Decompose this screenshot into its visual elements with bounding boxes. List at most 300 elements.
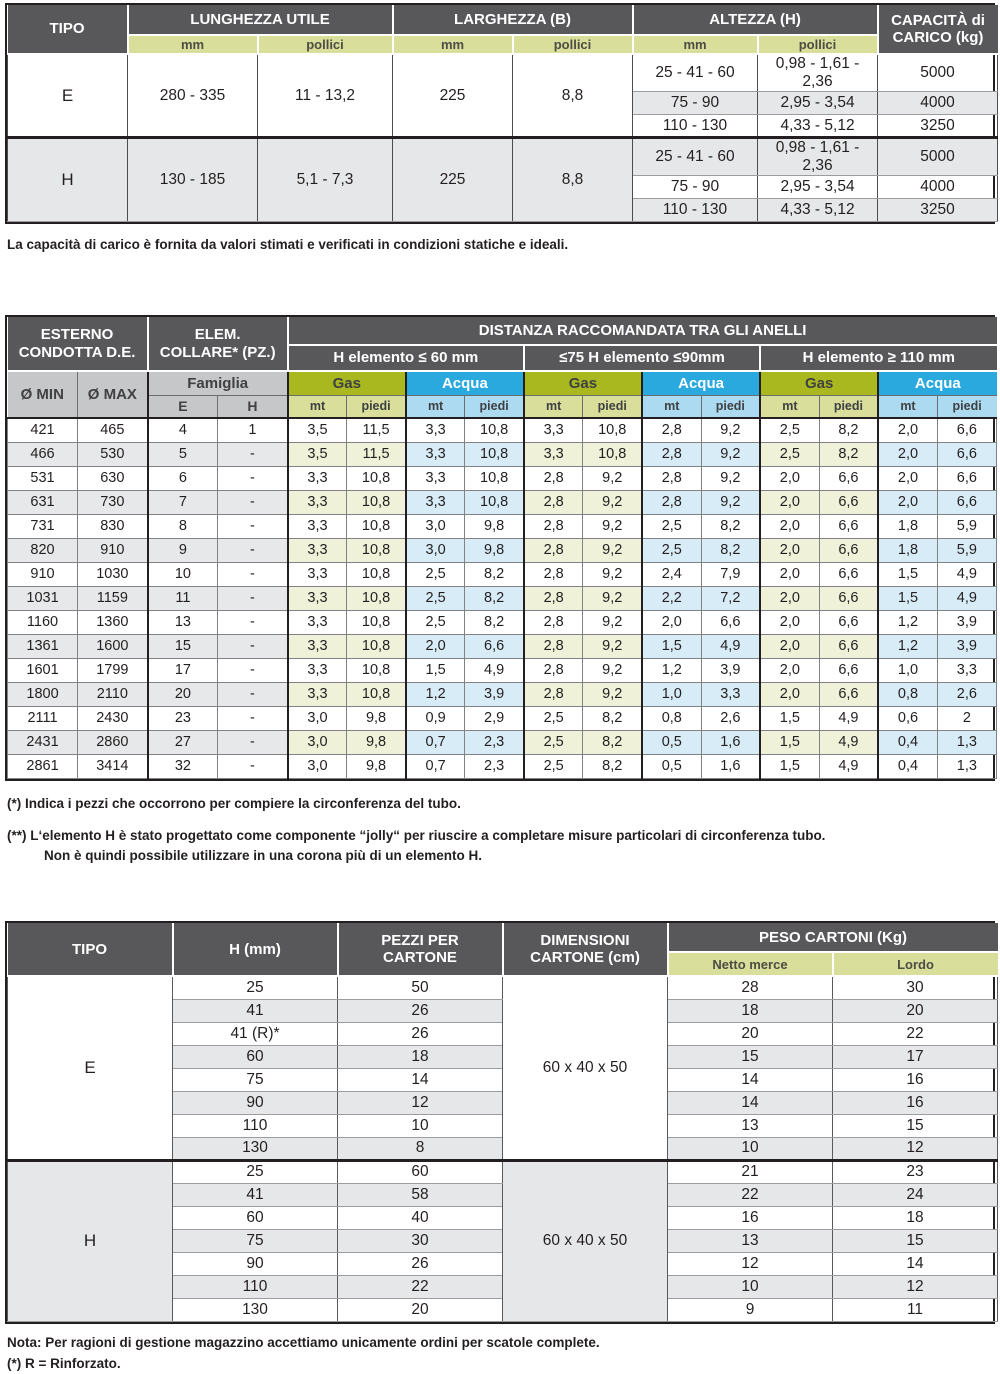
anelli-cell: 731 xyxy=(8,514,78,538)
lordo-cell: 15 xyxy=(833,1114,998,1137)
anelli-cell: 10,8 xyxy=(347,682,406,706)
anelli-cell: 2,8 xyxy=(642,490,701,514)
anelli-cell: - xyxy=(218,706,288,730)
anelli-cell: 631 xyxy=(8,490,78,514)
lordo-cell: 17 xyxy=(833,1045,998,1068)
anelli-cell: 1,2 xyxy=(878,610,937,634)
anelli-cell: 3,3 xyxy=(701,682,760,706)
netto-cell: 13 xyxy=(668,1114,833,1137)
anelli-cell: 10,8 xyxy=(347,490,406,514)
anelli-cell: 466 xyxy=(8,442,78,466)
anelli-cell: 9,2 xyxy=(583,514,642,538)
anelli-cell: 9,2 xyxy=(701,418,760,442)
anelli-cell: 9,2 xyxy=(583,658,642,682)
netto-cell: 15 xyxy=(668,1045,833,1068)
header-tipo: TIPO xyxy=(8,5,128,54)
header-elem-line2: COLLARE* (PZ.) xyxy=(159,343,276,361)
pezzi-cell: 40 xyxy=(338,1206,503,1229)
header-distanza-anelli: DISTANZA RACCOMANDATA TRA GLI ANELLI xyxy=(288,317,997,345)
note-jolly-line2: Non è quindi possibile utilizzare in una corona più di un elemento H. xyxy=(44,847,483,863)
anelli-cell: 2,9 xyxy=(465,706,524,730)
lordo-cell: 24 xyxy=(833,1183,998,1206)
anelli-cell: 7,2 xyxy=(701,586,760,610)
anelli-cell: 10,8 xyxy=(583,442,642,466)
altezza-pollici-cell: 2,95 - 3,54 xyxy=(758,176,878,199)
anelli-cell: 1,5 xyxy=(760,754,819,778)
anelli-cell: 4,9 xyxy=(819,730,878,754)
header-dim-line2: CARTONE (cm) xyxy=(530,949,640,967)
anelli-cell: 2,0 xyxy=(760,658,819,682)
anelli-cell: 10,8 xyxy=(347,610,406,634)
anelli-cell: 10,8 xyxy=(347,514,406,538)
anelli-cell: 0,8 xyxy=(642,706,701,730)
anelli-cell: 2,5 xyxy=(524,754,583,778)
anelli-cell: 3,3 xyxy=(524,442,583,466)
anelli-cell: 9 xyxy=(148,538,218,562)
anelli-cell: 1601 xyxy=(8,658,78,682)
anelli-cell: - xyxy=(218,682,288,706)
lordo-cell: 16 xyxy=(833,1091,998,1114)
anelli-cell: 9,8 xyxy=(347,754,406,778)
h-mm-cell: 60 xyxy=(173,1206,338,1229)
anelli-cell: 2,8 xyxy=(642,418,701,442)
anelli-cell: 6,6 xyxy=(819,586,878,610)
anelli-cell: 3,3 xyxy=(937,658,996,682)
anelli-cell: 0,8 xyxy=(878,682,937,706)
capacita-cell: 3250 xyxy=(878,199,998,222)
anelli-cell: 2110 xyxy=(78,682,148,706)
anelli-cell: 910 xyxy=(8,562,78,586)
note-reinforced: (*) R = Rinforzato. xyxy=(7,1356,121,1372)
anelli-cell: 9,2 xyxy=(583,586,642,610)
anelli-row xyxy=(8,538,997,562)
anelli-cell: 1 xyxy=(218,418,288,442)
header-diam-max: Ø MAX xyxy=(78,371,148,418)
anelli-cell: 1360 xyxy=(78,610,148,634)
bottom-notes xyxy=(5,1333,995,1374)
header-mt: mt xyxy=(524,395,583,418)
anelli-cell: 1,5 xyxy=(406,658,465,682)
anelli-cell: 2,4 xyxy=(642,562,701,586)
cartoni-table xyxy=(7,923,998,1322)
pezzi-cell: 30 xyxy=(338,1229,503,1252)
anelli-cell: 2,5 xyxy=(760,418,819,442)
anelli-cell: 0,7 xyxy=(406,730,465,754)
anelli-cell: 10 xyxy=(148,562,218,586)
anelli-cell: 6,6 xyxy=(819,658,878,682)
h-mm-cell: 41 (R)* xyxy=(173,1022,338,1045)
table-row xyxy=(8,54,998,92)
anelli-cell: 2,8 xyxy=(642,442,701,466)
anelli-cell: 1,2 xyxy=(878,634,937,658)
cartoni-section-E xyxy=(8,976,998,1160)
lordo-cell: 12 xyxy=(833,1137,998,1160)
lordo-cell: 30 xyxy=(833,976,998,999)
anelli-cell: 2,8 xyxy=(524,562,583,586)
anelli-cell: 8,2 xyxy=(701,538,760,562)
anelli-cell: 1,5 xyxy=(878,586,937,610)
anelli-cell: 10,8 xyxy=(347,538,406,562)
anelli-cell: 2,0 xyxy=(878,418,937,442)
anelli-cell: 2,5 xyxy=(642,514,701,538)
anelli-cell: 6,6 xyxy=(819,514,878,538)
header-dimensioni-cartone xyxy=(503,923,668,976)
anelli-cell: 3,5 xyxy=(288,442,347,466)
anelli-row xyxy=(8,634,997,658)
anelli-cell: 4,9 xyxy=(937,586,996,610)
netto-cell: 21 xyxy=(668,1160,833,1183)
anelli-cell: 0,4 xyxy=(878,730,937,754)
cartoni-row xyxy=(8,976,998,999)
anelli-cell: 2,0 xyxy=(878,466,937,490)
dimensions-table-header xyxy=(8,5,998,54)
anelli-cell: 2,8 xyxy=(524,538,583,562)
anelli-cell: 2861 xyxy=(8,754,78,778)
anelli-cell: 20 xyxy=(148,682,218,706)
lordo-cell: 23 xyxy=(833,1160,998,1183)
subheader-pollici: pollici xyxy=(758,35,878,54)
altezza-mm-cell: 25 - 41 - 60 xyxy=(633,138,758,176)
header-piedi: piedi xyxy=(937,395,996,418)
anelli-cell: 10,8 xyxy=(347,658,406,682)
header-h-mm: H (mm) xyxy=(173,923,338,976)
header-lunghezza-utile: LUNGHEZZA UTILE xyxy=(128,5,393,35)
anelli-cell: - xyxy=(218,514,288,538)
altezza-mm-cell: 110 - 130 xyxy=(633,115,758,138)
anelli-cell: 2431 xyxy=(8,730,78,754)
h-mm-cell: 75 xyxy=(173,1068,338,1091)
lordo-cell: 11 xyxy=(833,1298,998,1321)
header-piedi: piedi xyxy=(347,395,406,418)
header-pezzi-line1: PEZZI PER xyxy=(381,931,459,949)
header-acqua: Acqua xyxy=(642,371,760,395)
cartoni-table-header xyxy=(8,923,998,976)
anelli-cell: 10,8 xyxy=(465,490,524,514)
header-capacita-line1: CAPACITÀ di xyxy=(891,11,985,29)
subheader-mm: mm xyxy=(393,35,513,54)
lunghezza-mm-cell: 280 - 335 xyxy=(128,54,258,138)
anelli-cell: 4,9 xyxy=(701,634,760,658)
header-mt: mt xyxy=(878,395,937,418)
anelli-cell: 3,3 xyxy=(288,682,347,706)
h-mm-cell: 130 xyxy=(173,1298,338,1321)
anelli-cell: 3,3 xyxy=(406,466,465,490)
header-elem-line1: ELEM. xyxy=(194,326,241,344)
anelli-cell: 3,5 xyxy=(288,418,347,442)
note-collare-pieces: (*) Indica i pezzi che occorrono per compiere la circonferenza del tubo. xyxy=(7,795,461,811)
anelli-cell: 2,5 xyxy=(760,442,819,466)
anelli-cell: 8,2 xyxy=(465,562,524,586)
pezzi-cell: 10 xyxy=(338,1114,503,1137)
anelli-cell: 830 xyxy=(78,514,148,538)
header-dim-line1: DIMENSIONI xyxy=(540,931,630,949)
pezzi-cell: 26 xyxy=(338,1022,503,1045)
altezza-mm-cell: 75 - 90 xyxy=(633,176,758,199)
anelli-cell: 3,3 xyxy=(288,586,347,610)
anelli-cell: 3,3 xyxy=(288,634,347,658)
anelli-cell: 2,0 xyxy=(760,562,819,586)
header-esterno-line2: CONDOTTA D.E. xyxy=(18,343,136,361)
anelli-cell: 10,8 xyxy=(347,634,406,658)
lordo-cell: 16 xyxy=(833,1068,998,1091)
header-pezzi-line2: CARTONE xyxy=(383,949,457,967)
anelli-cell: 1031 xyxy=(8,586,78,610)
anelli-cell: 11,5 xyxy=(347,418,406,442)
anelli-cell: 9,2 xyxy=(583,610,642,634)
anelli-cell: 1159 xyxy=(78,586,148,610)
anelli-cell: 3,3 xyxy=(288,610,347,634)
h-mm-cell: 41 xyxy=(173,1183,338,1206)
anelli-cell: 7,9 xyxy=(701,562,760,586)
anelli-cell: 2,5 xyxy=(406,610,465,634)
netto-cell: 28 xyxy=(668,976,833,999)
anelli-cell: 1,2 xyxy=(406,682,465,706)
anelli-cell: 5,9 xyxy=(937,538,996,562)
altezza-pollici-cell: 4,33 - 5,12 xyxy=(758,199,878,222)
altezza-pollici-cell: 2,95 - 3,54 xyxy=(758,92,878,115)
pezzi-cell: 20 xyxy=(338,1298,503,1321)
h-mm-cell: 25 xyxy=(173,1160,338,1183)
anelli-cell: 1,3 xyxy=(937,730,996,754)
header-mt: mt xyxy=(760,395,819,418)
header-elem-collare xyxy=(148,317,288,371)
dimensions-section-E xyxy=(8,54,998,138)
larghezza-mm-cell: 225 xyxy=(393,138,513,222)
anelli-row xyxy=(8,706,997,730)
header-famiglia-e: E xyxy=(148,395,218,418)
anelli-cell: 2860 xyxy=(78,730,148,754)
anelli-cell: 3,9 xyxy=(465,682,524,706)
subheader-pollici: pollici xyxy=(513,35,633,54)
anelli-cell: 9,2 xyxy=(583,682,642,706)
anelli-cell: 5 xyxy=(148,442,218,466)
anelli-cell: 3414 xyxy=(78,754,148,778)
anelli-cell: 9,2 xyxy=(701,490,760,514)
dimensions-table xyxy=(7,5,998,222)
anelli-cell: 2,8 xyxy=(642,466,701,490)
anelli-cell: 3,3 xyxy=(524,418,583,442)
header-mt: mt xyxy=(406,395,465,418)
pezzi-cell: 60 xyxy=(338,1160,503,1183)
anelli-row xyxy=(8,442,997,466)
netto-cell: 12 xyxy=(668,1252,833,1275)
anelli-row xyxy=(8,658,997,682)
anelli-table-header xyxy=(8,317,997,418)
anelli-row xyxy=(8,466,997,490)
h-mm-cell: 41 xyxy=(173,999,338,1022)
header-capacita-carico xyxy=(878,5,998,54)
header-gas: Gas xyxy=(288,371,406,395)
h-mm-cell: 75 xyxy=(173,1229,338,1252)
anelli-cell: 8,2 xyxy=(819,418,878,442)
header-group-low: H elemento ≤ 60 mm xyxy=(288,345,524,371)
anelli-cell: 10,8 xyxy=(465,442,524,466)
anelli-cell: - xyxy=(218,658,288,682)
anelli-cell: 6,6 xyxy=(937,442,996,466)
table-row xyxy=(8,138,998,176)
anelli-cell: 421 xyxy=(8,418,78,442)
capacita-cell: 5000 xyxy=(878,138,998,176)
anelli-table-wrapper xyxy=(5,315,995,781)
anelli-cell: 2,6 xyxy=(937,682,996,706)
anelli-cell: 6,6 xyxy=(937,490,996,514)
anelli-cell: 2111 xyxy=(8,706,78,730)
anelli-cell: 1800 xyxy=(8,682,78,706)
tipo-cell: E xyxy=(8,976,173,1160)
anelli-row xyxy=(8,418,997,442)
header-esterno-line1: ESTERNO xyxy=(40,326,114,344)
anelli-cell: 9,2 xyxy=(583,562,642,586)
anelli-row xyxy=(8,586,997,610)
h-mm-cell: 60 xyxy=(173,1045,338,1068)
anelli-cell: 4,9 xyxy=(819,754,878,778)
pezzi-cell: 50 xyxy=(338,976,503,999)
anelli-cell: 6,6 xyxy=(701,610,760,634)
tipo-cell: H xyxy=(8,1160,173,1321)
anelli-cell: 4,9 xyxy=(819,706,878,730)
anelli-cell: 3,3 xyxy=(406,442,465,466)
anelli-cell: 2 xyxy=(937,706,996,730)
anelli-cell: 4,9 xyxy=(937,562,996,586)
header-famiglia-h: H xyxy=(218,395,288,418)
anelli-cell: 8,2 xyxy=(701,514,760,538)
anelli-cell: 11,5 xyxy=(347,442,406,466)
anelli-cell: 0,5 xyxy=(642,754,701,778)
anelli-cell: - xyxy=(218,466,288,490)
anelli-cell: 2,8 xyxy=(524,514,583,538)
anelli-cell: 2,0 xyxy=(760,490,819,514)
cartoni-section-H xyxy=(8,1160,998,1321)
netto-cell: 16 xyxy=(668,1206,833,1229)
anelli-cell: 1,6 xyxy=(701,730,760,754)
anelli-row xyxy=(8,490,997,514)
anelli-cell: 1,6 xyxy=(701,754,760,778)
anelli-cell: 5,9 xyxy=(937,514,996,538)
anelli-cell: 1,8 xyxy=(878,514,937,538)
anelli-cell: 10,8 xyxy=(583,418,642,442)
h-mm-cell: 90 xyxy=(173,1252,338,1275)
anelli-cell: 7 xyxy=(148,490,218,514)
capacita-cell: 3250 xyxy=(878,115,998,138)
anelli-cell: 6,6 xyxy=(819,610,878,634)
anelli-cell: 2,0 xyxy=(760,514,819,538)
anelli-cell: - xyxy=(218,634,288,658)
anelli-cell: 6,6 xyxy=(819,538,878,562)
netto-cell: 14 xyxy=(668,1091,833,1114)
netto-cell: 9 xyxy=(668,1298,833,1321)
anelli-cell: - xyxy=(218,562,288,586)
subheader-lordo: Lordo xyxy=(833,952,998,976)
netto-cell: 10 xyxy=(668,1275,833,1298)
header-larghezza: LARGHEZZA (B) xyxy=(393,5,633,35)
anelli-cell: 8,2 xyxy=(465,586,524,610)
larghezza-pollici-cell: 8,8 xyxy=(513,138,633,222)
header-piedi: piedi xyxy=(701,395,760,418)
header-gas: Gas xyxy=(760,371,878,395)
anelli-cell: 2,0 xyxy=(878,442,937,466)
subheader-netto-merce: Netto merce xyxy=(668,952,833,976)
anelli-cell: 3,3 xyxy=(288,538,347,562)
tipo-cell: H xyxy=(8,138,128,222)
anelli-cell: 2,0 xyxy=(760,634,819,658)
header-gas: Gas xyxy=(524,371,642,395)
anelli-cell: 730 xyxy=(78,490,148,514)
anelli-table xyxy=(7,317,997,779)
pezzi-cell: 12 xyxy=(338,1091,503,1114)
anelli-cell: 9,2 xyxy=(583,634,642,658)
anelli-cell: 2,8 xyxy=(524,490,583,514)
anelli-cell: 17 xyxy=(148,658,218,682)
tipo-cell: E xyxy=(8,54,128,138)
anelli-cell: 32 xyxy=(148,754,218,778)
anelli-cell: 1,2 xyxy=(642,658,701,682)
pezzi-cell: 58 xyxy=(338,1183,503,1206)
anelli-cell: - xyxy=(218,442,288,466)
anelli-cell: 3,3 xyxy=(288,490,347,514)
altezza-mm-cell: 25 - 41 - 60 xyxy=(633,54,758,92)
anelli-cell: 2,6 xyxy=(701,706,760,730)
anelli-cell: 10,8 xyxy=(465,466,524,490)
anelli-cell: 2,8 xyxy=(524,658,583,682)
capacita-cell: 5000 xyxy=(878,54,998,92)
anelli-row xyxy=(8,754,997,778)
anelli-cell: 2,8 xyxy=(524,466,583,490)
subheader-mm: mm xyxy=(633,35,758,54)
dimensioni-cell: 60 x 40 x 50 xyxy=(503,1160,668,1321)
anelli-cell: 9,2 xyxy=(701,466,760,490)
anelli-cell: 1,0 xyxy=(878,658,937,682)
anelli-cell: 1030 xyxy=(78,562,148,586)
anelli-cell: 3,3 xyxy=(406,418,465,442)
anelli-row xyxy=(8,730,997,754)
lordo-cell: 22 xyxy=(833,1022,998,1045)
anelli-row xyxy=(8,610,997,634)
dimensions-section-H xyxy=(8,138,998,222)
anelli-cell: 6 xyxy=(148,466,218,490)
anelli-cell: 6,6 xyxy=(819,682,878,706)
header-acqua: Acqua xyxy=(406,371,524,395)
header-altezza: ALTEZZA (H) xyxy=(633,5,878,35)
anelli-cell: 27 xyxy=(148,730,218,754)
anelli-cell: 530 xyxy=(78,442,148,466)
anelli-cell: 10,8 xyxy=(347,562,406,586)
anelli-cell: 6,6 xyxy=(937,466,996,490)
header-tipo: TIPO xyxy=(8,923,173,976)
anelli-cell: 8,2 xyxy=(465,610,524,634)
pezzi-cell: 26 xyxy=(338,1252,503,1275)
altezza-mm-cell: 75 - 90 xyxy=(633,92,758,115)
anelli-cell: 3,9 xyxy=(937,634,996,658)
h-mm-cell: 90 xyxy=(173,1091,338,1114)
anelli-cell: 820 xyxy=(8,538,78,562)
anelli-cell: 2,0 xyxy=(642,610,701,634)
header-piedi: piedi xyxy=(465,395,524,418)
cartoni-row xyxy=(8,1160,998,1183)
anelli-cell: 2,0 xyxy=(760,610,819,634)
anelli-row xyxy=(8,514,997,538)
anelli-cell: 3,0 xyxy=(288,730,347,754)
anelli-cell: 9,2 xyxy=(583,490,642,514)
netto-cell: 20 xyxy=(668,1022,833,1045)
anelli-cell: 1361 xyxy=(8,634,78,658)
anelli-cell: 3,3 xyxy=(288,562,347,586)
anelli-cell: 0,6 xyxy=(878,706,937,730)
anelli-cell: 9,8 xyxy=(347,730,406,754)
lordo-cell: 18 xyxy=(833,1206,998,1229)
h-mm-cell: 110 xyxy=(173,1114,338,1137)
anelli-cell: 2,8 xyxy=(524,610,583,634)
lordo-cell: 15 xyxy=(833,1229,998,1252)
